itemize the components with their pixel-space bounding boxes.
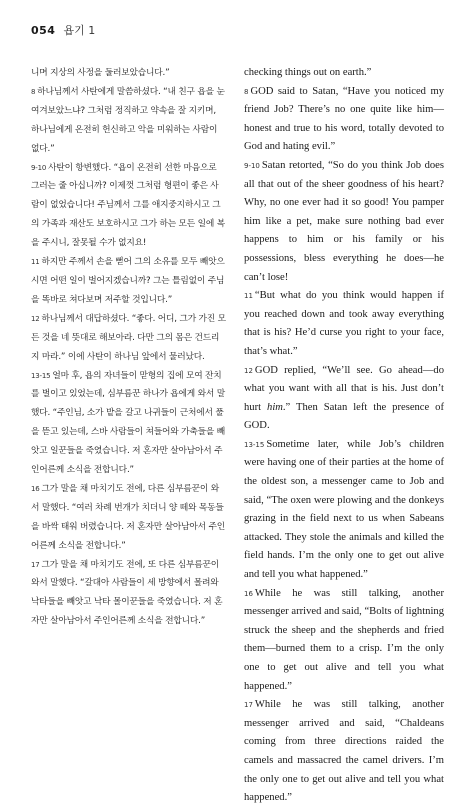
verse-en-9-10 — [244, 157, 444, 287]
book-title: 욥기 1 — [63, 24, 96, 37]
english-column — [244, 64, 444, 808]
verse-text: 사탄이 항변했다. “욥이 온전히 선한 마음으로 그러는 줄 아십니까? 이제껏 그처럼 형편이 좋은 사람이 없었습니다! 주님께서 그를 애지중지하시고 그의 가족과 재산도 보호하시고 그가 하는 모든 일에 복을 주시니, 잘못될 수가 없지요! — [31, 162, 225, 249]
verse-ko-9-10 — [31, 159, 226, 254]
verse-text: 하나님께서 대답하셨다. “좋다. 어디, 그가 가진 모든 것을 네 뜻대로 해보아라. 다만 그의 몸은 건드리지 마라.” 이에 사탄이 하나님 앞에서 물러났다. — [31, 313, 226, 362]
verse-number: 16 — [31, 484, 40, 493]
verse-text: 그가 말을 채 마치기도 전에, 또 다른 심부름꾼이 와서 말했다. “갈대아 사람들이 세 방향에서 몰려와 낙타들을 빼앗고 낙타 몰이꾼들을 죽였습니다. 저 혼자만 살아남아서 주인어른께 소식을 전합니다.” — [31, 559, 223, 627]
verse-number: 17 — [31, 560, 40, 569]
verse-text: .” Then Satan left the presence of GOD. — [244, 401, 444, 432]
verse-ko-11 — [31, 253, 226, 310]
verse-text: Satan retorted, “So do you think Job does all that out of the sheer goodness of his heart? Why, no one ever had it so good! You pamper him like a pet, make sure nothing bad ever happens to him or his family or his possessions, bless everything he does—he can’t lose! — [244, 159, 444, 283]
verse-ko-13-15 — [31, 367, 226, 480]
verse-en-11 — [244, 287, 444, 361]
verse-en-8 — [244, 83, 444, 157]
verse-ko-12 — [31, 310, 226, 367]
verse-ko-16 — [31, 480, 226, 556]
verse-en-13-15 — [244, 436, 444, 585]
verse-en-7-cont — [244, 64, 444, 83]
verse-text: checking things out on earth.” — [244, 67, 372, 78]
verse-text: GOD said to Satan, “Have you noticed my friend Job? There’s no one quite like him—honest and true to his word, totally devoted to God and hating evil.” — [244, 85, 444, 153]
verse-number: 11 — [31, 258, 40, 267]
verse-text: While he was still talking, another messenger arrived and said, “Bolts of lightning struck the sheep and the shepherds and fried them—burned them to a crisp. I’m the only one to get out alive and tell you what happened.” — [244, 587, 444, 692]
verse-number: 8 — [31, 87, 36, 96]
verse-text: Sometime later, while Job’s children were having one of their parties at the home of the oldest son, a messenger came to Job and said, “The oxen were plowing and the donkeys grazing in the field next to us when Sabeans attacked. They stole the animals and killed the field hands. I’m the only one to get out alive and tell you what happened.” — [244, 438, 444, 581]
emphasized-word: him — [267, 401, 283, 413]
verse-text: 하지만 주께서 손을 뻗어 그의 소유를 모두 빼앗으시면 어떤 일이 벌어지겠습니까? 그는 틀림없이 주님을 똑바로 쳐다보며 저주할 것입니다.” — [31, 257, 225, 305]
verse-text: 하나님께서 사탄에게 말씀하셨다. “내 친구 욥을 눈여겨보았느냐? 그처럼 정직하고 약속을 잘 지키며, 하나님에게 온전히 헌신하고 악을 미워하는 사람이 없다.” — [31, 86, 225, 154]
verse-en-12 — [244, 362, 444, 436]
verse-ko-8 — [31, 83, 226, 159]
verse-number: 8 — [244, 87, 249, 96]
verse-number: 13-15 — [244, 440, 265, 449]
verse-text: GOD replied, “We’ll see. Go ahead—do what you want with all that is his. Just don’t hurt — [244, 364, 444, 413]
verse-text: 얼마 후, 욥의 자녀들이 맏형의 집에 모여 잔치를 벌이고 있었는데, 심부름꾼 하나가 욥에게 와서 말했다. “주인님, 소가 밭을 갈고 나귀들이 근처에서 풀을 뜯고 있는데, 스바 사람들이 쳐들어와 가축들을 빼앗고 일꾼들을 죽였습니다. 저 혼자만 살아남아서 주인어른께 소식을 전합니다.” — [31, 370, 225, 476]
verse-ko-7-cont — [31, 64, 226, 83]
verse-number: 16 — [244, 589, 253, 598]
verse-en-17 — [244, 696, 444, 808]
verse-number: 11 — [244, 292, 253, 301]
korean-column — [31, 64, 226, 631]
verse-number: 17 — [244, 701, 253, 710]
verse-number: 9-10 — [244, 161, 260, 170]
verse-text: “But what do you think would happen if you reached down and took away everything that is his? He’d curse you right to your face, that’s what.” — [244, 290, 444, 357]
page-header — [31, 22, 95, 38]
page-number: 054 — [31, 24, 56, 37]
verse-ko-17 — [31, 556, 226, 632]
verse-number: 12 — [31, 314, 40, 323]
verse-text: While he was still talking, another messenger arrived and said, “Chaldeans coming from three directions raided the camels and massacred the camel drivers. I’m the only one to get out alive and tell you what happened.” — [244, 699, 444, 804]
verse-number: 13-15 — [31, 371, 51, 380]
verse-text: 니며 지상의 사정을 둘러보았습니다.” — [31, 68, 170, 78]
verse-en-16 — [244, 585, 444, 697]
verse-number: 9-10 — [31, 163, 47, 172]
verse-number: 12 — [244, 366, 253, 375]
verse-text: 그가 말을 채 마치기도 전에, 다른 심부름꾼이 와서 말했다. “여러 차례 번개가 치더니 양 떼와 목동들을 바싹 태워 버렸습니다. 저 혼자만 살아남아서 주인어른께 소식을 전합니다.” — [31, 483, 225, 551]
